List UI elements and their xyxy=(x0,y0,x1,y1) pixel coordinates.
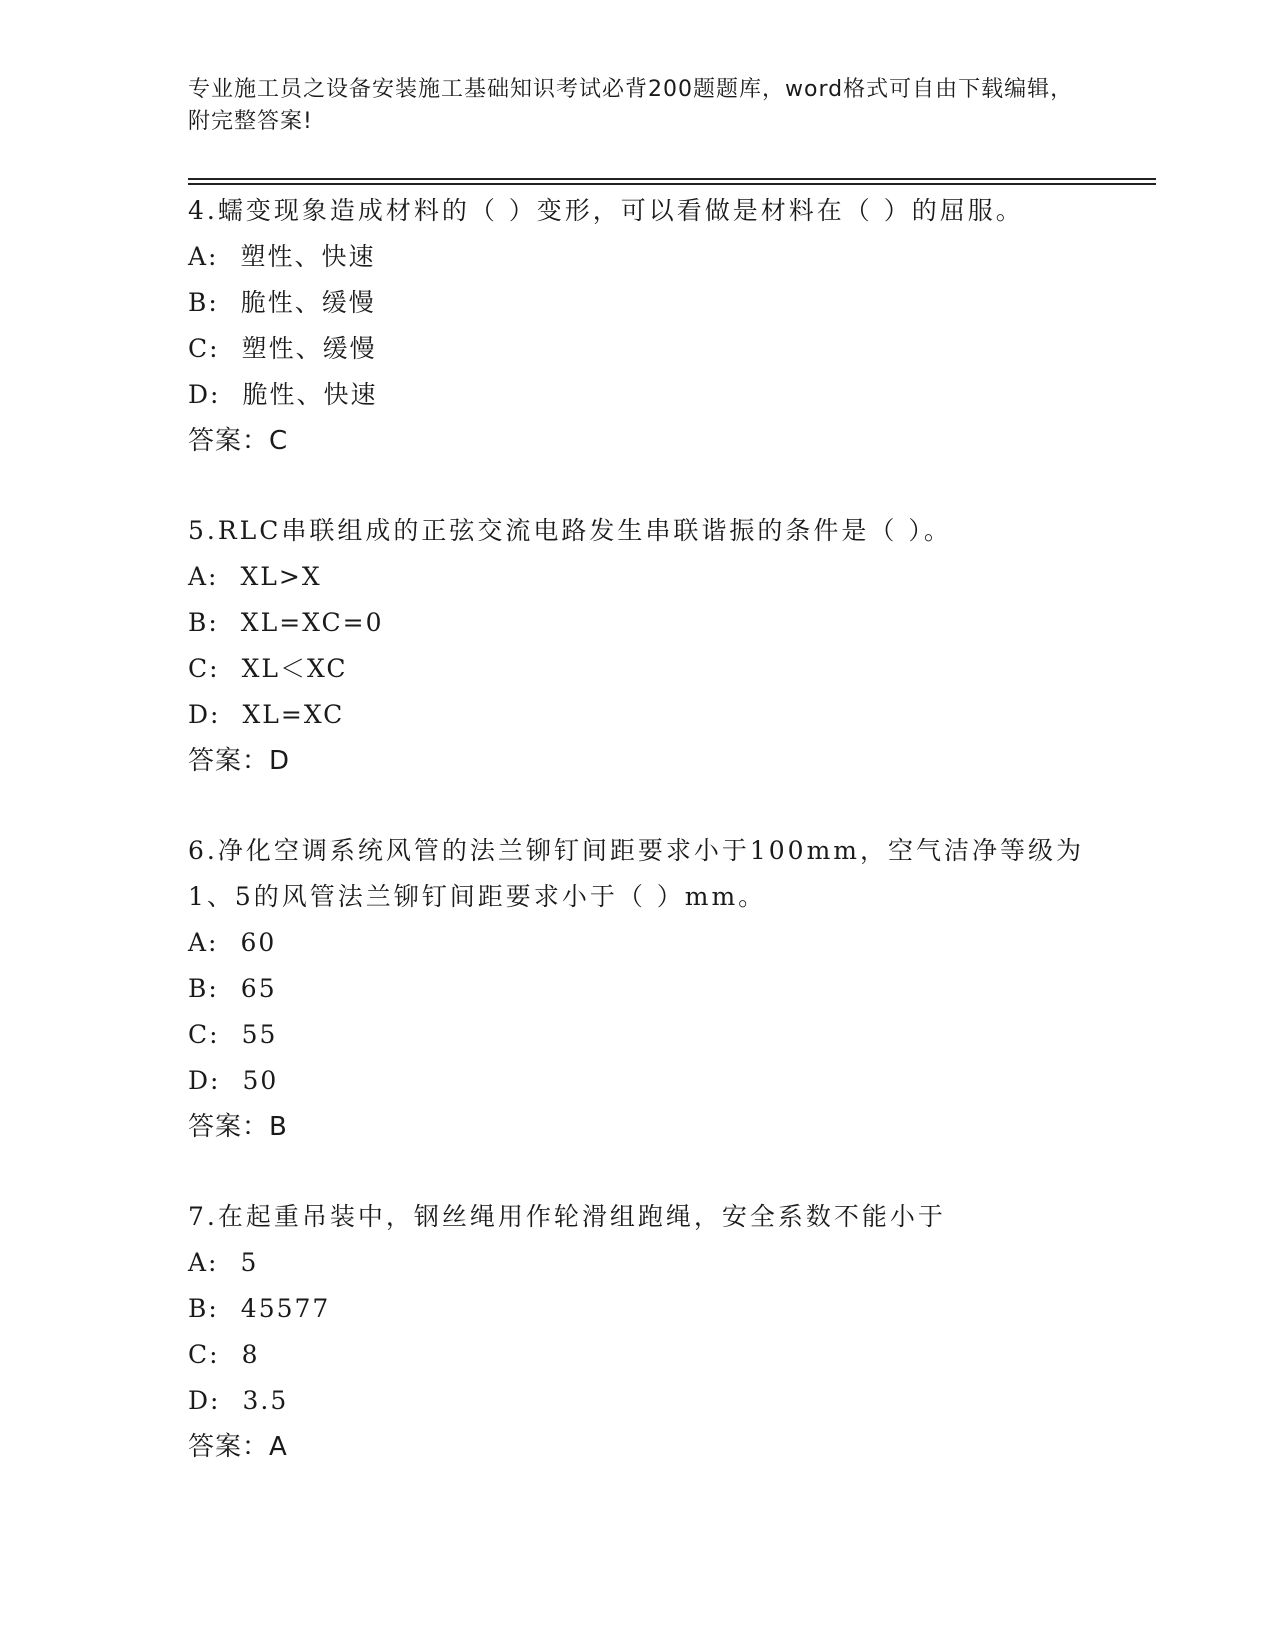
option-b xyxy=(188,966,1088,1012)
question-item xyxy=(188,188,1088,464)
question-stem: 6.净化空调系统风管的法兰铆钉间距要求小于100mm，空气洁净等级为1、5的风管法兰铆钉间距要求小于（ ）mm。 xyxy=(188,836,1084,911)
answer-line: 答案：B xyxy=(188,1112,288,1142)
option-letter: C: xyxy=(188,1020,220,1049)
option-letter: D: xyxy=(188,1066,221,1095)
option-c xyxy=(188,1012,1088,1058)
option-c xyxy=(188,1332,1088,1378)
option-d xyxy=(188,372,1088,418)
question-stem: 5.RLC串联组成的正弦交流电路发生串联谐振的条件是（ ）。 xyxy=(188,516,952,545)
option-c xyxy=(188,646,1088,692)
option-d xyxy=(188,1058,1088,1104)
option-text: 塑性、快速 xyxy=(240,242,376,271)
question-stem: 7.在起重吊装中，钢丝绳用作轮滑组跑绳，安全系数不能小于 xyxy=(188,1202,946,1231)
option-text: 5 xyxy=(240,1248,259,1277)
option-text: XL＜XC xyxy=(241,654,348,683)
header-divider-top xyxy=(188,178,1156,180)
option-text: XL=XC=0 xyxy=(240,608,384,637)
option-c xyxy=(188,326,1088,372)
option-letter: A: xyxy=(188,242,219,271)
option-b xyxy=(188,1286,1088,1332)
option-b xyxy=(188,280,1088,326)
option-text: 塑性、缓慢 xyxy=(241,334,377,363)
option-letter: C: xyxy=(188,654,220,683)
option-b xyxy=(188,600,1088,646)
option-text: XL>X xyxy=(240,562,322,591)
question-list xyxy=(188,188,1088,1514)
option-letter: A: xyxy=(188,928,219,957)
question-item xyxy=(188,828,1088,1150)
option-letter: C: xyxy=(188,334,220,363)
option-letter: B: xyxy=(188,1294,219,1323)
option-a xyxy=(188,1240,1088,1286)
option-text: 65 xyxy=(240,974,277,1003)
option-a xyxy=(188,234,1088,280)
option-letter: D: xyxy=(188,380,221,409)
document-header: 专业施工员之设备安装施工基础知识考试必背200题题库，word格式可自由下载编辑，附完整答案! xyxy=(188,77,1074,134)
option-text: 8 xyxy=(241,1340,260,1369)
option-text: 脆性、缓慢 xyxy=(240,288,376,317)
option-text: 脆性、快速 xyxy=(242,380,378,409)
option-letter: A: xyxy=(188,1248,219,1277)
answer-line: 答案：D xyxy=(188,746,291,776)
question-item xyxy=(188,508,1088,784)
option-text: 3.5 xyxy=(242,1386,289,1415)
option-letter: B: xyxy=(188,974,219,1003)
option-letter: B: xyxy=(188,288,219,317)
header-divider-bottom xyxy=(188,183,1156,185)
answer-line: 答案：A xyxy=(188,1432,288,1462)
option-text: 60 xyxy=(240,928,277,957)
option-d xyxy=(188,692,1088,738)
option-a xyxy=(188,920,1088,966)
option-text: 55 xyxy=(241,1020,278,1049)
question-stem: 4.蠕变现象造成材料的（ ）变形，可以看做是材料在（ ）的屈服。 xyxy=(188,196,1024,225)
answer-line: 答案：C xyxy=(188,426,289,456)
option-letter: D: xyxy=(188,700,221,729)
option-letter: D: xyxy=(188,1386,221,1415)
option-text: 50 xyxy=(242,1066,279,1095)
option-a xyxy=(188,554,1088,600)
option-letter: A: xyxy=(188,562,219,591)
option-text: XL=XC xyxy=(242,700,345,729)
question-item xyxy=(188,1194,1088,1470)
option-letter: B: xyxy=(188,608,219,637)
option-d xyxy=(188,1378,1088,1424)
option-text: 45577 xyxy=(240,1294,331,1323)
option-letter: C: xyxy=(188,1340,220,1369)
